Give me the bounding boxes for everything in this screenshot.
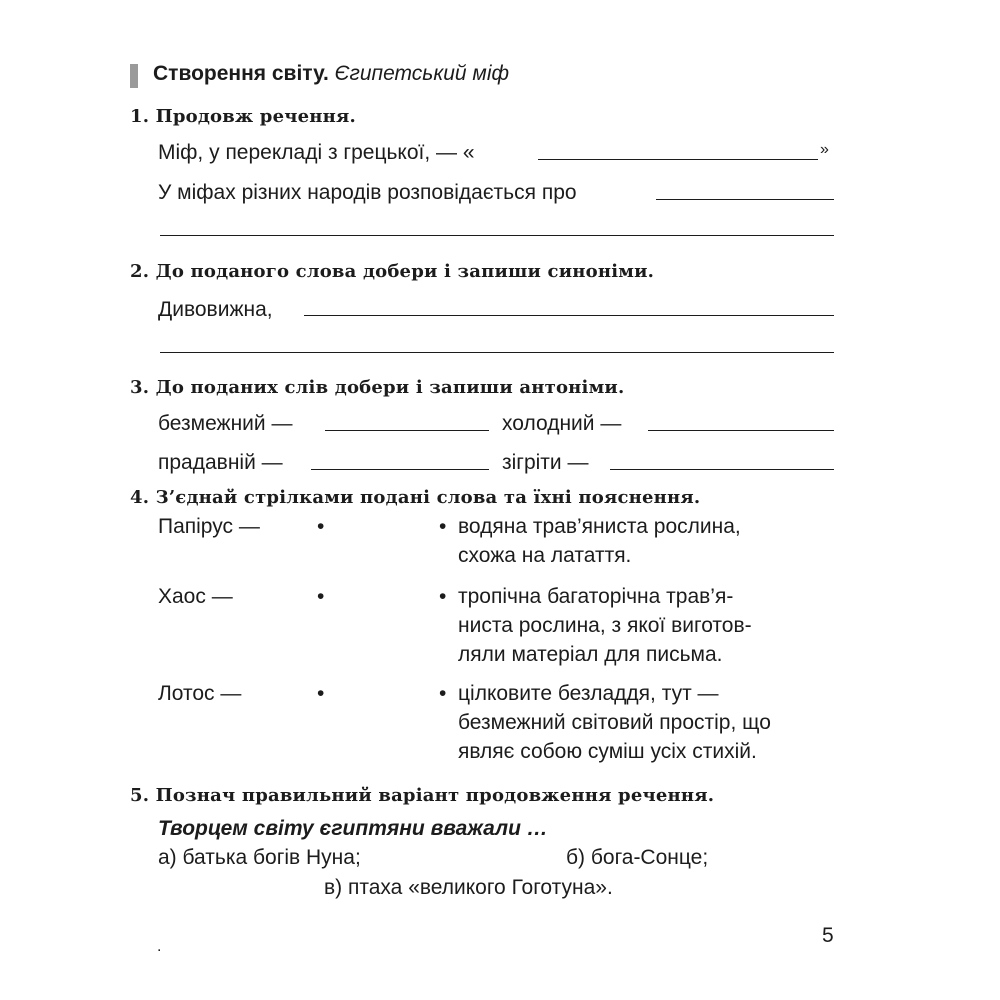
term-bullet-1[interactable]: • xyxy=(317,515,325,538)
task-1-line1-suffix: » xyxy=(820,141,829,158)
task-2-heading: 2. До поданого слова добери і запиши синоніми. xyxy=(130,261,655,282)
antonym-line-3[interactable] xyxy=(311,469,489,470)
task-5-prompt: Творцем світу єгиптяни вважали … xyxy=(158,817,548,840)
option-c[interactable]: в) птаха «великого Гоготуна». xyxy=(324,876,613,899)
antonym-word-4: зігріти — xyxy=(502,451,589,474)
task-1-line1-prefix: Міф, у перекладі з грецької, — « xyxy=(158,141,475,164)
definition-bullet-3[interactable]: • xyxy=(439,682,447,705)
antonym-line-1[interactable] xyxy=(325,430,489,431)
task-1-line2-prefix: У міфах різних народів розповідається про xyxy=(158,181,577,204)
task-1-heading: 1. Продовж речення. xyxy=(130,106,356,127)
term-lotus: Лотос — xyxy=(158,682,242,705)
task-2-word: Дивовижна, xyxy=(158,298,273,321)
definition-2-line-3: ляли матеріал для письма. xyxy=(458,643,723,666)
page-title xyxy=(153,62,509,86)
answer-line-2-1[interactable] xyxy=(304,315,834,316)
definition-bullet-2[interactable]: • xyxy=(439,585,447,608)
definition-3-line-2: безмежний світовий простір, що xyxy=(458,711,771,734)
section-marker xyxy=(130,64,138,88)
antonym-line-4[interactable] xyxy=(610,469,834,470)
term-papyrus: Папірус — xyxy=(158,515,260,538)
definition-1-line-1: водяна трав’яниста рослина, xyxy=(458,515,741,538)
answer-line-1-1[interactable] xyxy=(538,159,818,160)
term-bullet-3[interactable]: • xyxy=(317,682,325,705)
definition-3-line-1: цілковите безладдя, тут — xyxy=(458,682,719,705)
term-chaos: Хаос — xyxy=(158,585,233,608)
answer-line-2-2[interactable] xyxy=(160,352,834,353)
footer-dot: . xyxy=(157,938,162,955)
title-subtitle: Єгипетський міф xyxy=(334,62,510,85)
page-number: 5 xyxy=(822,924,834,947)
title-main: Створення світу. xyxy=(153,62,329,85)
option-a[interactable]: а) батька богів Нуна; xyxy=(158,846,361,869)
antonym-line-2[interactable] xyxy=(648,430,834,431)
antonym-word-2: холодний — xyxy=(502,412,622,435)
definition-2-line-1: тропічна багаторічна трав’я- xyxy=(458,585,734,608)
definition-3-line-3: являє собою суміш усіх стихій. xyxy=(458,740,757,763)
option-b[interactable]: б) бога-Сонце; xyxy=(566,846,709,869)
definition-bullet-1[interactable]: • xyxy=(439,515,447,538)
answer-line-1-3[interactable] xyxy=(160,235,834,236)
answer-line-1-2[interactable] xyxy=(656,199,834,200)
term-bullet-2[interactable]: • xyxy=(317,585,325,608)
definition-1-line-2: схожа на латаття. xyxy=(458,544,632,567)
antonym-word-1: безмежний — xyxy=(158,412,293,435)
task-4-heading: 4. З’єднай стрілками подані слова та їхні пояснення. xyxy=(130,487,701,508)
antonym-word-3: прадавній — xyxy=(158,451,283,474)
definition-2-line-2: ниста рослина, з якої виготов- xyxy=(458,614,752,637)
task-5-heading: 5. Познач правильний варіант продовження речення. xyxy=(130,785,715,806)
task-3-heading: 3. До поданих слів добери і запиши антоніми. xyxy=(130,377,625,398)
